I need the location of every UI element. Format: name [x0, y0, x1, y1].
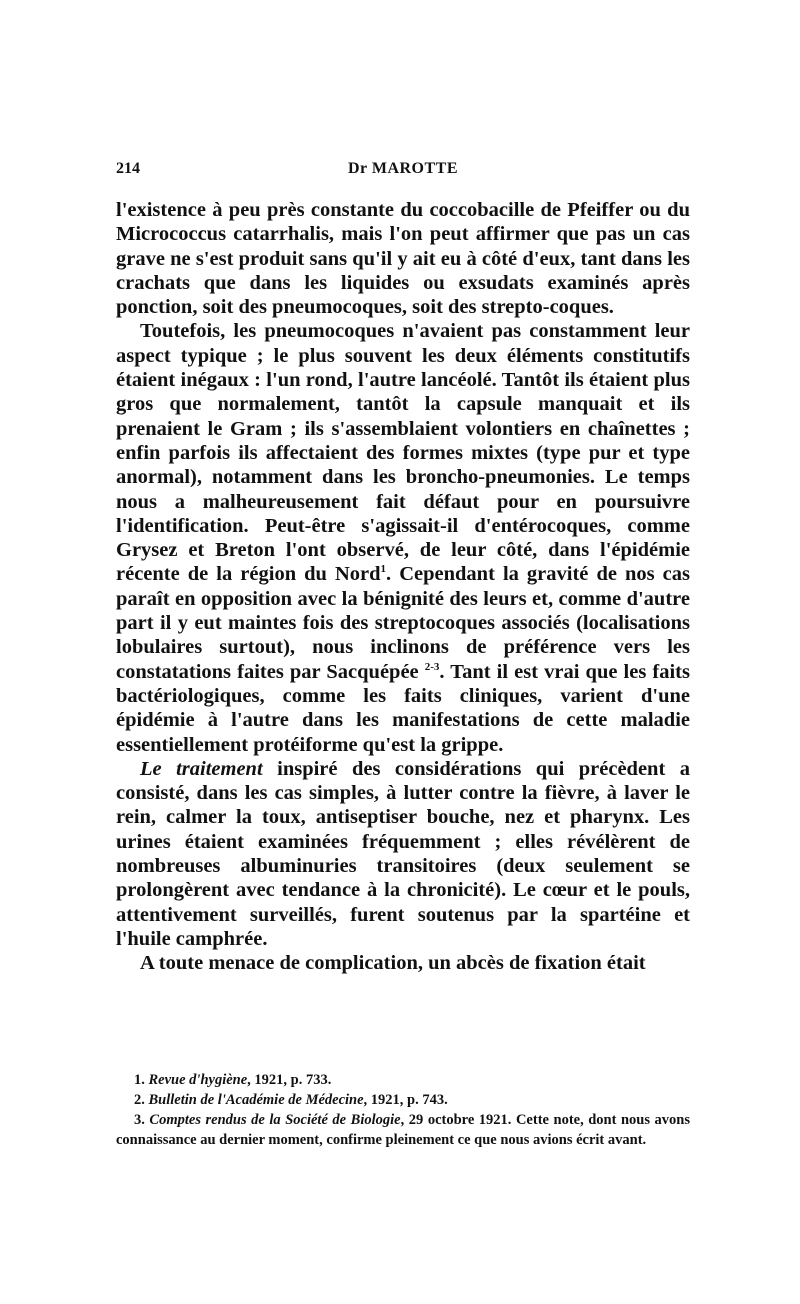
- footnote-number: 3.: [134, 1112, 145, 1128]
- paragraph-1: l'existence à peu près constante du coccobacille de Pfeiffer ou du Micrococcus catarrhalis, mais l'on peut affirmer que pas un cas grave ne s'est produit sans qu'il y ait eu à côté d'eux, tant dans les crachats que dans les liquides ou exsudats examinés après ponction, soit des pneumocoques, soit des strepto-coques.: [116, 199, 690, 319]
- paragraph-3-italic-lead: Le traitement: [140, 757, 263, 780]
- running-head: [116, 160, 690, 184]
- footnote-rest: , 1921, p. 743.: [363, 1092, 448, 1108]
- paragraph-4: A toute menace de complication, un abcès de fixation était: [140, 952, 646, 975]
- paragraph-3: [116, 757, 690, 951]
- header-title: Dr MAROTTE: [347, 160, 459, 177]
- footnote-2: [116, 1090, 690, 1110]
- footnote-source: Comptes rendus de la Société de Biologie: [149, 1112, 401, 1128]
- paragraph-2: [116, 319, 690, 756]
- footnote-3: [116, 1110, 690, 1150]
- footnote-number: 2.: [134, 1092, 145, 1108]
- page-number: 214: [116, 160, 140, 177]
- footnote-source: Revue d'hygiène: [148, 1072, 248, 1088]
- paragraph-2-text-b: . Cependant la gravité de nos cas paraît en opposition avec la bénignité des leurs et, comme d'autre part il y eut maintes fois des streptocoques associés (localisations lobulaires surtout), nous inclinons de préférence vers les constatations faites par Sacquépée: [116, 563, 690, 683]
- footnote-number: 1.: [134, 1072, 145, 1088]
- body-text: [116, 198, 690, 976]
- footnote-1: [116, 1070, 690, 1090]
- paragraph-3-text: inspiré des considérations qui précèdent a consisté, dans les cas simples, à lutter contre la fièvre, à laver le rein, calmer la toux, antiseptiser bouche, nez et pharynx. Les urines étaient examinées fréquemment ; elles révélèrent de nombreuses albuminuries transitoires (deux seulement se prolongèrent avec tendance à la chronicité). Le cœur et le pouls, attentivement surveillés, furent soutenus par la spartéine et l'huile camphrée.: [116, 757, 690, 950]
- paragraph-2-text-a: Toutefois, les pneumocoques n'avaient pas constamment leur aspect typique ; le plus souvent les deux éléments constitutifs étaient inégaux : l'un rond, l'autre lancéolé. Tantôt ils étaient plus gros que normalement, tantôt la capsule manquait et ils prenaient le Gram ; ils s'assemblaient volontiers en chaînettes ; enfin parfois ils affectaient des formes mixtes (type pur et type anormal), notamment dans les broncho-pneumonies. Le temps nous a malheureusement fait défaut pour en poursuivre l'identification. Peut-être s'agissait-il d'entérocoques, comme Grysez et Breton l'ont observé, de leur côté, dans l'épidémie récente de la région du Nord: [116, 320, 690, 586]
- footnote-rest: , 29 octobre 1921. Cette note, dont nous avons connaissance au dernier moment, confirme pleinement ce que nous avions écrit avant.: [116, 1112, 691, 1148]
- footnote-ref-2-3: 2-3: [424, 660, 440, 673]
- footnote-rest: , 1921, p. 733.: [247, 1072, 332, 1088]
- footnotes: [116, 1070, 690, 1150]
- footnote-ref-1: 1: [380, 563, 387, 576]
- paragraph-2-text-c: . Tant il est vrai que les faits bactériologiques, comme les faits cliniques, varient d'une épidémie à l'autre dans les manifestations de cette maladie essentiellement protéiforme qu'est la grippe.: [116, 660, 690, 756]
- footnote-source: Bulletin de l'Académie de Médecine: [148, 1092, 364, 1108]
